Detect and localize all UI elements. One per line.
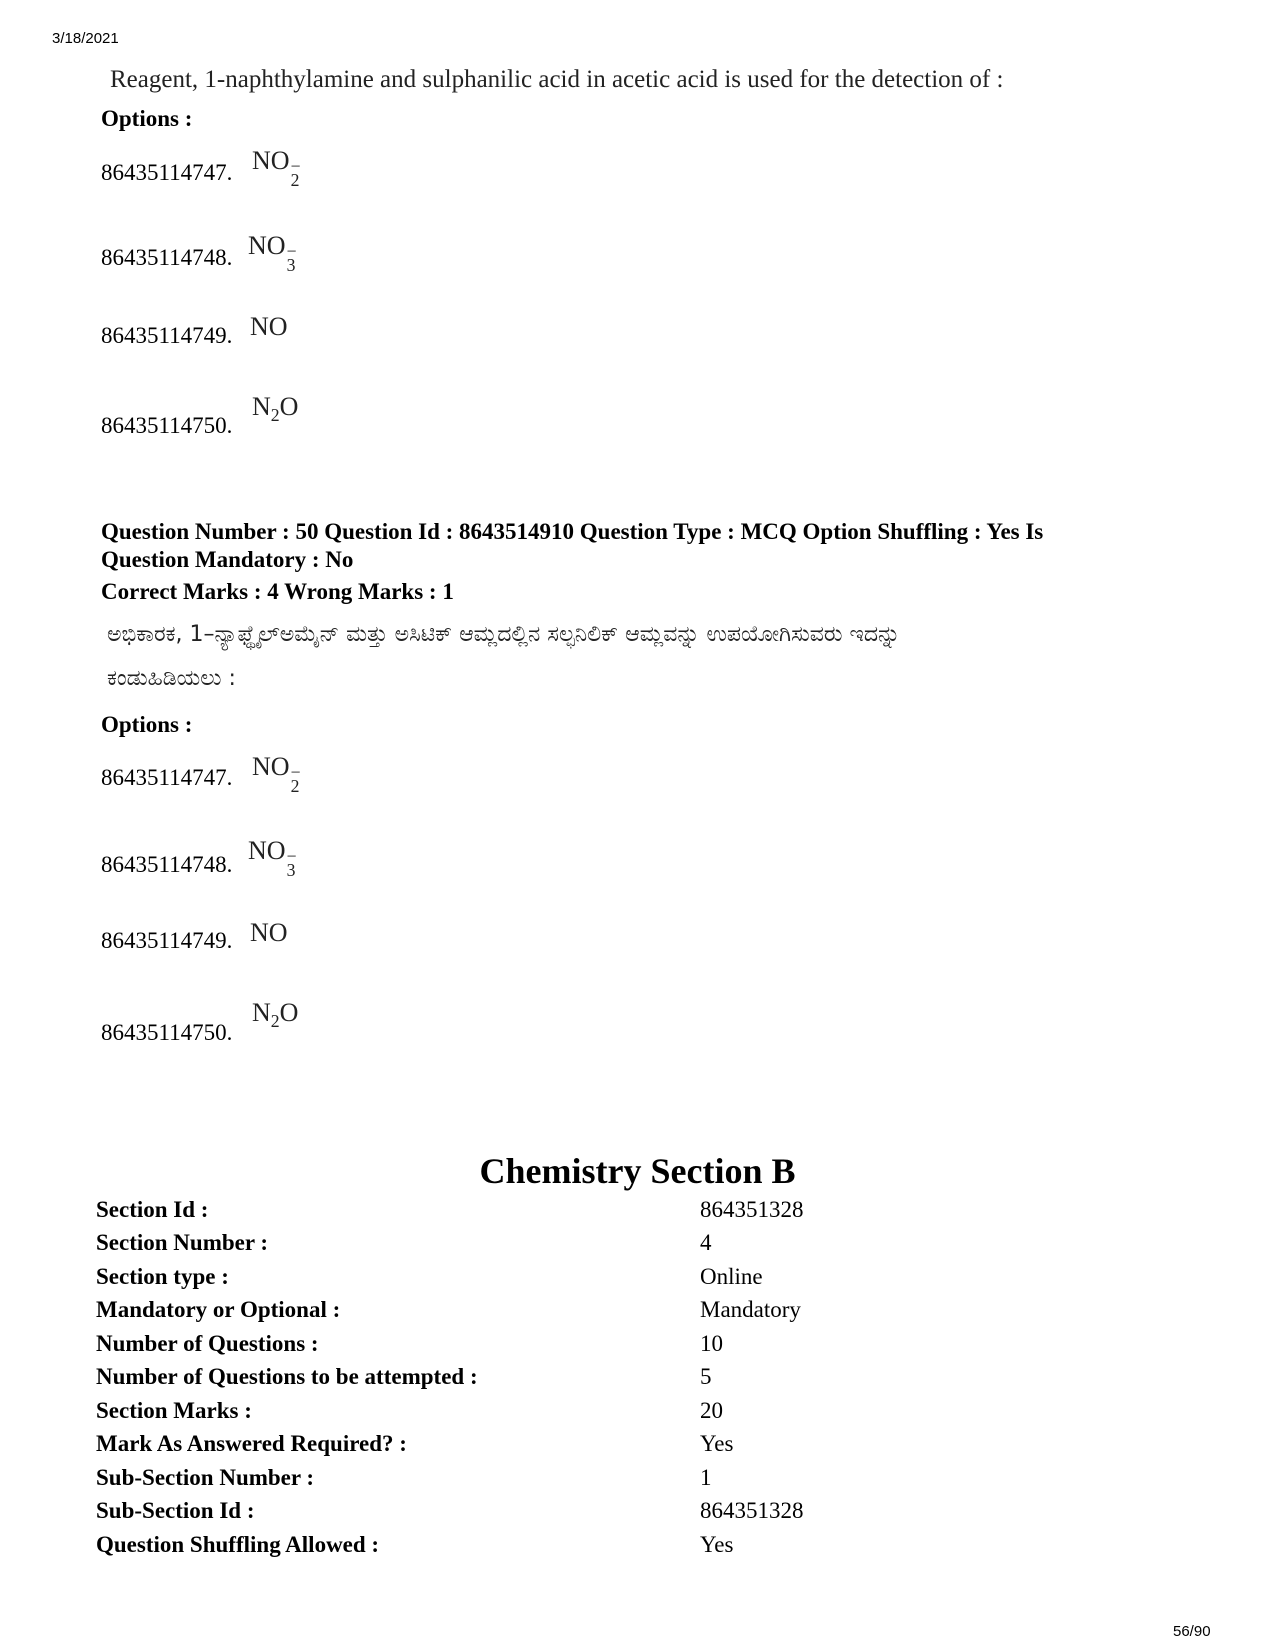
question-text-kannada: ಕಂಡುಹಿಡಿಯಲು : (107, 666, 236, 691)
option-id: 86435114748. (101, 852, 233, 877)
option-formula-n2o: $N_2O$ (252, 998, 299, 1032)
question-marks: Correct Marks : 4 Wrong Marks : 1 (101, 579, 454, 604)
section-row-label: Section Id : (96, 1197, 209, 1222)
option-id: 86435114747. (101, 160, 233, 185)
question-meta-line: Question Number : 50 Question Id : 8643514910 Question Type : MCQ Option Shuffling : Yes Is (101, 519, 1044, 544)
question-meta-line: Question Mandatory : No (101, 547, 354, 572)
option-formula-no2-ion: NO − 2 (252, 146, 301, 190)
section-row-value: Online (700, 1264, 763, 1289)
page-number: 56/90 (1173, 1623, 1211, 1640)
section-row-label: Number of Questions : (96, 1331, 319, 1356)
section-row-label: Section type : (96, 1264, 229, 1289)
option-id: 86435114749. (101, 323, 233, 348)
section-row-value: 4 (700, 1230, 712, 1255)
print-date: 3/18/2021 (52, 30, 119, 47)
option-formula-no3-ion: NO − 3 (248, 231, 297, 275)
option-id: 86435114749. (101, 928, 233, 953)
section-row-label: Number of Questions to be attempted : (96, 1364, 478, 1389)
option-formula-no2-ion: NO − 2 (252, 752, 301, 796)
section-row-label: Mark As Answered Required? : (96, 1431, 407, 1456)
question-text: Reagent, 1-naphthylamine and sulphanilic acid in acetic acid is used for the detection of : (110, 66, 1004, 93)
section-row-label: Section Marks : (96, 1398, 252, 1423)
section-row-label: Mandatory or Optional : (96, 1297, 341, 1322)
section-row-label: Sub-Section Number : (96, 1465, 315, 1490)
option-id: 86435114748. (101, 245, 233, 270)
option-id: 86435114750. (101, 1020, 233, 1045)
section-row-label: Sub-Section Id : (96, 1498, 255, 1523)
option-formula-no: NO (250, 312, 288, 341)
section-row-label: Section Number : (96, 1230, 269, 1255)
question-text-kannada: ಅಭಿಕಾರಕ, 1–ನ್ಯಾಫ್ಥೈಲ್‌ಅಮೈನ್ ಮತ್ತು ಅಸಿಟಿಕ್ ಆಮ್ಲದಲ್ಲಿನ ಸಲ್ಫನಿಲಿಕ್ ಆಮ್ಲವನ್ನು ಉಪಯೋಗಿಸುವರು ಇದನ್ನು (107, 622, 901, 647)
section-row-value: 1 (700, 1465, 712, 1490)
section-row-label: Question Shuffling Allowed : (96, 1532, 380, 1557)
option-formula-n2o: $N_2O$ (252, 392, 299, 426)
section-row-value: Yes (700, 1431, 734, 1456)
option-id: 86435114750. (101, 413, 233, 438)
options-label: Options : (101, 712, 193, 737)
option-id: 86435114747. (101, 765, 233, 790)
section-row-value: 10 (700, 1331, 723, 1356)
section-row-value: Yes (700, 1532, 734, 1557)
section-row-value: 5 (700, 1364, 712, 1389)
option-formula-no3-ion: NO − 3 (248, 836, 297, 880)
section-title: Chemistry Section B (479, 1151, 796, 1191)
section-row-value: 864351328 (700, 1197, 804, 1222)
section-row-value: 864351328 (700, 1498, 804, 1523)
section-row-value: 20 (700, 1398, 723, 1423)
option-formula-no: NO (250, 918, 288, 947)
section-row-value: Mandatory (700, 1297, 801, 1322)
options-label: Options : (101, 106, 193, 131)
